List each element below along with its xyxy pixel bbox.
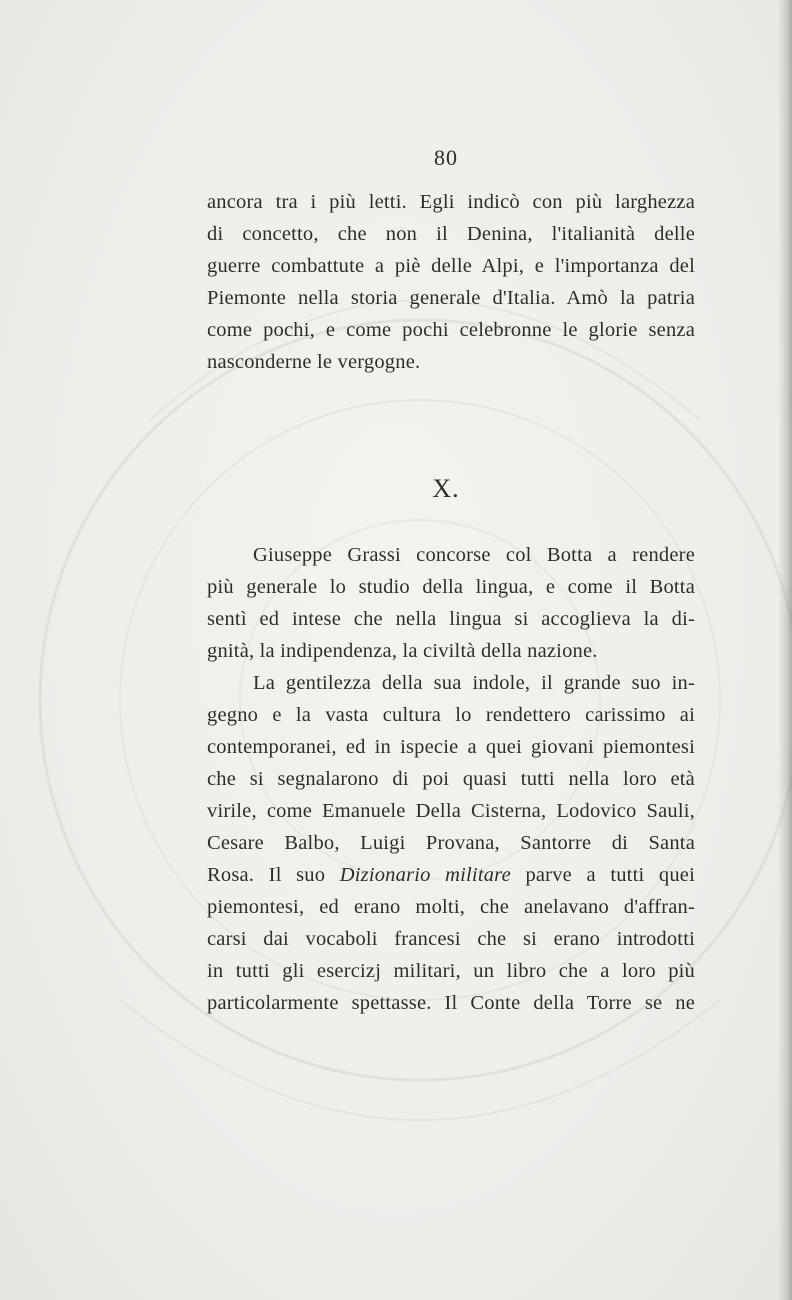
text-line: Cesare Balbo, Luigi Provana, Santorre di Santa [207, 832, 695, 854]
text-fragment: parve a tutti quei [525, 864, 695, 886]
text-line: Giuseppe Grassi concorse col Botta a rendere [253, 544, 695, 566]
text-fragment: Rosa. Il suo [207, 864, 326, 886]
text-line-with-title [207, 859, 695, 891]
section-heading: X. [432, 474, 460, 503]
text-line: particolarmente spettasse. Il Conte della Torre se ne [207, 992, 695, 1014]
text-line: Piemonte nella storia generale d'Italia. Amò la patria [207, 287, 695, 309]
text-line: ancora tra i più letti. Egli indicò con più larghezza [207, 191, 695, 213]
section-body [207, 539, 695, 1019]
text-line: La gentilezza della sua indole, il grande suo in- [253, 672, 695, 694]
text-line: carsi dai vocaboli francesi che si erano introdotti [207, 928, 695, 950]
page-binding-shadow [778, 0, 792, 1300]
text-line: più generale lo studio della lingua, e come il Botta [207, 576, 695, 598]
text-line: nasconderne le vergogne. [207, 351, 421, 373]
text-line: virile, come Emanuele Della Cisterna, Lodovico Sauli, [207, 800, 695, 822]
text-line: che si segnalarono di poi quasi tutti nella loro età [207, 768, 695, 790]
text-line: piemontesi, ed erano molti, che anelavano d'affran- [207, 896, 695, 918]
text-line: guerre combattute a piè delle Alpi, e l'importanza del [207, 255, 695, 277]
text-line: gnità, la indipendenza, la civiltà della nazione. [207, 640, 598, 662]
text-line: contemporanei, ed in ispecie a quei giovani piemontesi [207, 736, 695, 758]
text-line: come pochi, e come pochi celebronne le glorie senza [207, 319, 695, 341]
text-line: in tutti gli esercizj militari, un libro che a loro più [207, 960, 695, 982]
text-line: gegno e la vasta cultura lo rendettero carissimo ai [207, 704, 695, 726]
text-line: sentì ed intese che nella lingua si accoglieva la di- [207, 608, 695, 630]
text-line: di concetto, che non il Denina, l'italianità delle [207, 223, 695, 245]
italic-book-title: Dizionario militare [339, 864, 511, 886]
page-number: 80 [434, 145, 458, 170]
top-paragraph [207, 186, 695, 378]
